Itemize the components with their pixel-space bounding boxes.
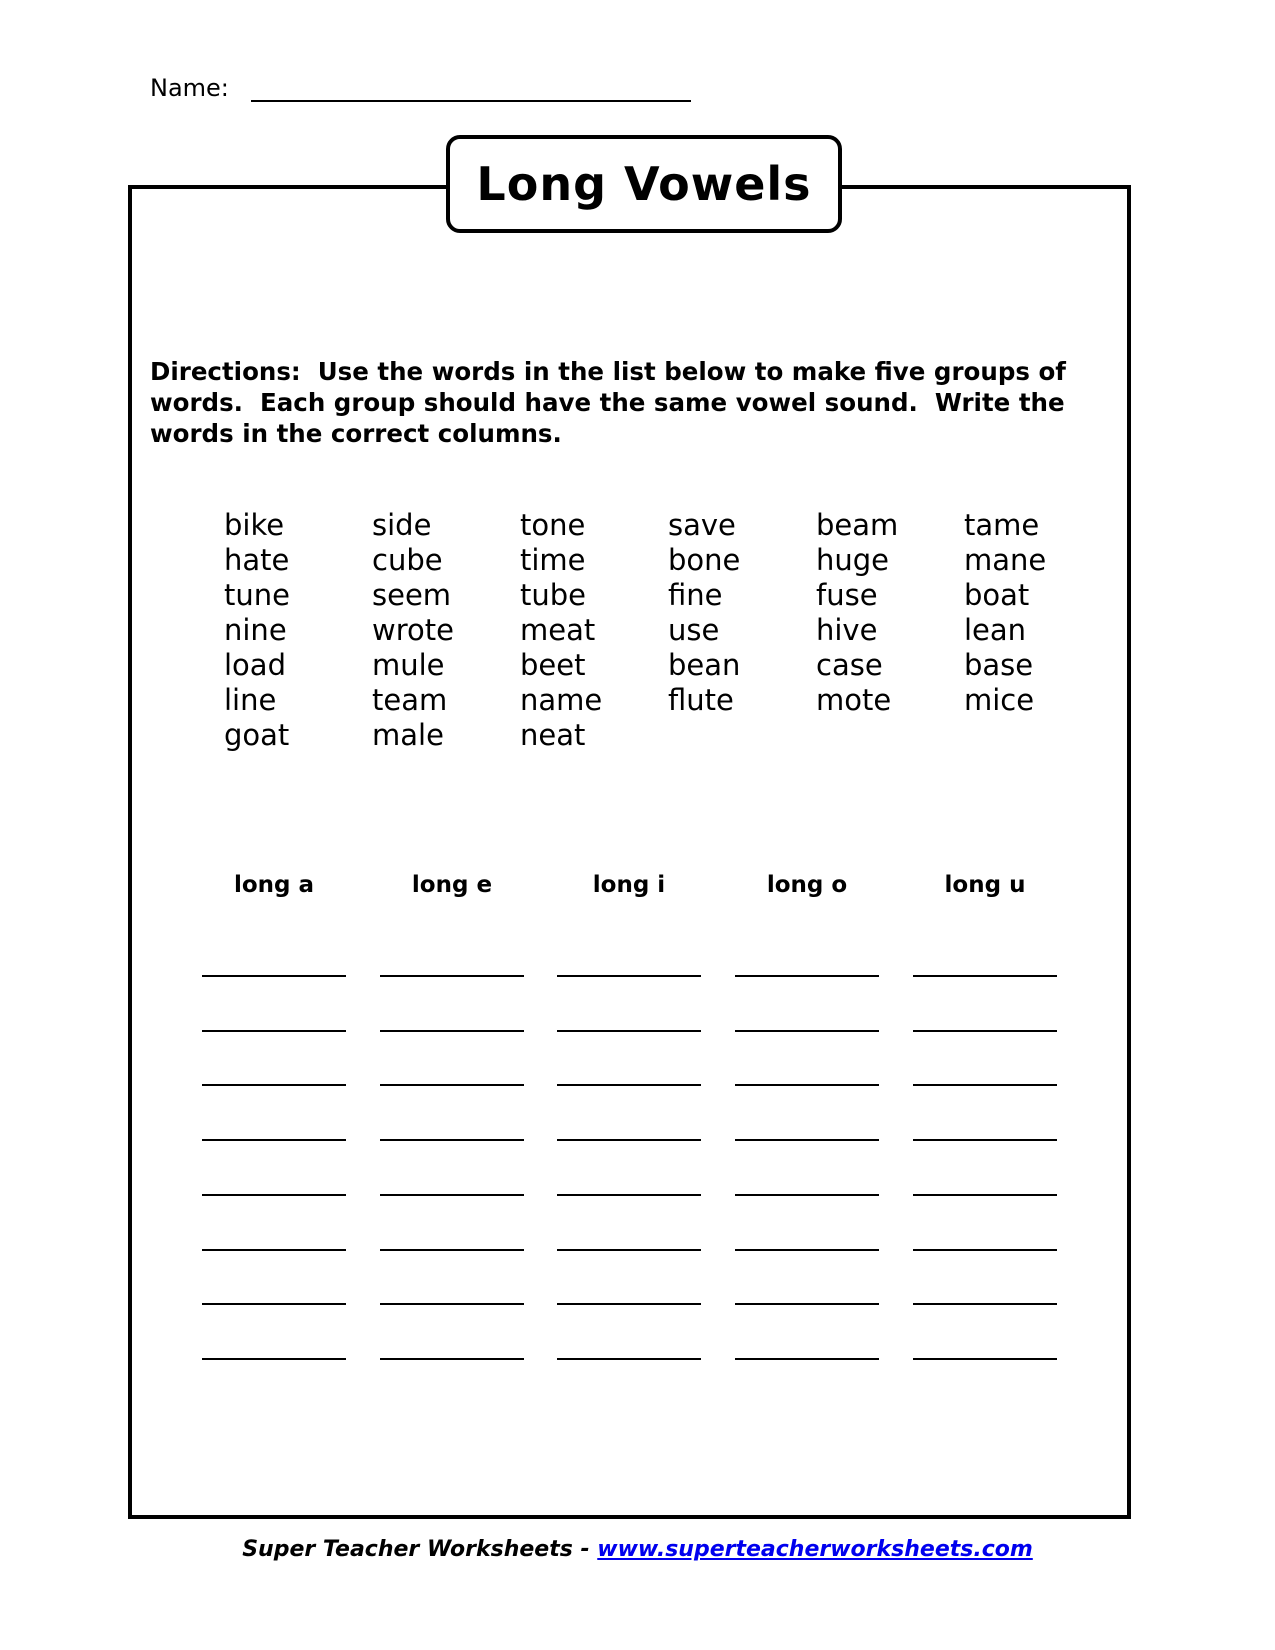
answer-blank-line[interactable] bbox=[202, 1358, 346, 1360]
answer-blank-line[interactable] bbox=[557, 1249, 701, 1251]
answer-blank-line[interactable] bbox=[380, 1358, 524, 1360]
word-bank-word: beam bbox=[816, 508, 899, 542]
word-bank-word: huge bbox=[816, 543, 890, 577]
word-bank-word: tube bbox=[520, 578, 587, 612]
word-bank-word: mule bbox=[372, 648, 445, 682]
answer-blank-line[interactable] bbox=[557, 1303, 701, 1305]
word-bank-word: side bbox=[372, 508, 432, 542]
answer-blank-line[interactable] bbox=[202, 975, 346, 977]
answer-blank-line[interactable] bbox=[557, 1194, 701, 1196]
answer-blank-line[interactable] bbox=[735, 1084, 879, 1086]
footer-separator: - bbox=[572, 1537, 598, 1562]
word-bank-word: boat bbox=[964, 578, 1030, 612]
answer-blank-line[interactable] bbox=[913, 1139, 1057, 1141]
word-bank-word: meat bbox=[520, 613, 596, 647]
word-bank-word: wrote bbox=[372, 613, 454, 647]
answer-blank-line[interactable] bbox=[380, 1303, 524, 1305]
name-label: Name: bbox=[150, 74, 229, 102]
answer-blank-line[interactable] bbox=[380, 975, 524, 977]
answer-blank-line[interactable] bbox=[380, 1084, 524, 1086]
word-bank-word: team bbox=[372, 683, 448, 717]
answer-blank-line[interactable] bbox=[735, 1303, 879, 1305]
word-bank-word: seem bbox=[372, 578, 452, 612]
answer-blank-line[interactable] bbox=[735, 1358, 879, 1360]
name-field-row bbox=[150, 74, 691, 102]
word-bank-word: flute bbox=[668, 683, 734, 717]
answer-blank-line[interactable] bbox=[735, 1030, 879, 1032]
word-bank-word: tune bbox=[224, 578, 290, 612]
name-blank-line[interactable] bbox=[251, 76, 691, 102]
answer-blank-line[interactable] bbox=[202, 1249, 346, 1251]
answer-blank-line[interactable] bbox=[913, 1030, 1057, 1032]
word-bank-word: bean bbox=[668, 648, 741, 682]
answer-blank-line[interactable] bbox=[913, 1084, 1057, 1086]
footer-brand: Super Teacher Worksheets bbox=[242, 1537, 573, 1562]
answer-blank-line[interactable] bbox=[735, 1139, 879, 1141]
column-header: long e bbox=[411, 872, 493, 898]
word-bank-word: base bbox=[964, 648, 1034, 682]
directions-text: Directions: Use the words in the list below to make five groups of words. Each group should have the same vowel sound. Write the words in the correct columns. bbox=[150, 357, 1066, 448]
word-bank-word: load bbox=[224, 648, 286, 682]
footer-link[interactable]: www.superteacherworksheets.com bbox=[597, 1537, 1033, 1562]
answer-blank-line[interactable] bbox=[735, 1249, 879, 1251]
answer-blank-line[interactable] bbox=[202, 1084, 346, 1086]
answer-blank-line[interactable] bbox=[557, 1030, 701, 1032]
word-bank-word: cube bbox=[372, 543, 443, 577]
word-bank-word: case bbox=[816, 648, 883, 682]
word-bank-word: bone bbox=[668, 543, 741, 577]
answer-blank-line[interactable] bbox=[202, 1139, 346, 1141]
word-bank-word: fine bbox=[668, 578, 723, 612]
word-bank-word: name bbox=[520, 683, 603, 717]
answer-blank-line[interactable] bbox=[913, 975, 1057, 977]
answer-blank-line[interactable] bbox=[557, 1358, 701, 1360]
answer-blank-line[interactable] bbox=[380, 1030, 524, 1032]
word-bank-word: use bbox=[668, 613, 720, 647]
title-box bbox=[446, 135, 842, 233]
answer-blank-line[interactable] bbox=[735, 1194, 879, 1196]
word-bank-word: nine bbox=[224, 613, 287, 647]
answer-blank-line[interactable] bbox=[380, 1139, 524, 1141]
column-header: long a bbox=[233, 872, 315, 898]
word-bank-word: save bbox=[668, 508, 736, 542]
answer-blank-line[interactable] bbox=[913, 1303, 1057, 1305]
answer-blank-line[interactable] bbox=[202, 1030, 346, 1032]
word-bank-word: male bbox=[372, 718, 444, 752]
word-bank-word: time bbox=[520, 543, 586, 577]
word-bank-word: neat bbox=[520, 718, 586, 752]
footer bbox=[0, 1537, 1275, 1562]
word-bank-word: fuse bbox=[816, 578, 878, 612]
word-bank-word: mice bbox=[964, 683, 1035, 717]
word-bank-word: goat bbox=[224, 718, 290, 752]
answer-blank-line[interactable] bbox=[913, 1194, 1057, 1196]
answer-blank-line[interactable] bbox=[557, 975, 701, 977]
answer-blank-line[interactable] bbox=[557, 1139, 701, 1141]
answer-blank-line[interactable] bbox=[735, 975, 879, 977]
word-bank-word: lean bbox=[964, 613, 1027, 647]
answer-blank-line[interactable] bbox=[202, 1194, 346, 1196]
answer-blank-line[interactable] bbox=[380, 1249, 524, 1251]
column-header: long u bbox=[944, 872, 1026, 898]
answer-blank-line[interactable] bbox=[380, 1194, 524, 1196]
answer-blank-line[interactable] bbox=[913, 1358, 1057, 1360]
word-bank-word: bike bbox=[224, 508, 285, 542]
answer-blank-line[interactable] bbox=[913, 1249, 1057, 1251]
word-bank-word: tame bbox=[964, 508, 1040, 542]
word-bank-word: tone bbox=[520, 508, 586, 542]
answer-blank-line[interactable] bbox=[557, 1084, 701, 1086]
answer-blank-line[interactable] bbox=[202, 1303, 346, 1305]
word-bank-word: line bbox=[224, 683, 277, 717]
word-bank-word: mote bbox=[816, 683, 892, 717]
column-header: long o bbox=[766, 872, 848, 898]
word-bank-word: beet bbox=[520, 648, 586, 682]
word-bank-word: hate bbox=[224, 543, 290, 577]
word-bank-word: mane bbox=[964, 543, 1047, 577]
worksheet-title: Long Vowels bbox=[476, 157, 812, 211]
column-header: long i bbox=[592, 872, 666, 898]
word-bank-word: hive bbox=[816, 613, 878, 647]
